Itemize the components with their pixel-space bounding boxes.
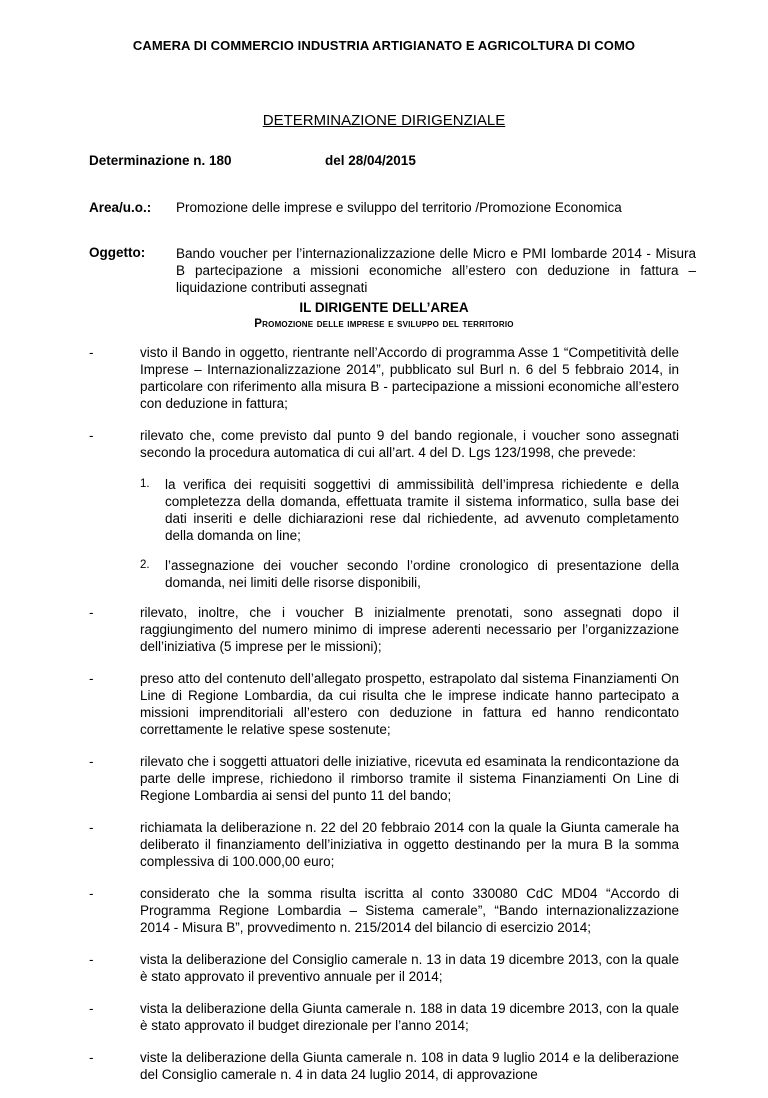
numbered-item-text: la verifica dei requisiti soggettivi di ammissibilità dell’impresa richiedente e della completezza della domanda, effettuata tramite il sistema informatico, sulla base dei dati inseriti e delle dichiarazioni rese dal richiedente, ad avvenuto completamento della domanda on line; [165,477,679,543]
list-item [89,604,679,655]
list-item [89,1049,679,1083]
bullet-dash: - [89,605,94,620]
bullet-dash: - [89,671,94,686]
list-item [89,1000,679,1034]
list-item-text: visto il Bando in oggetto, rientrante nell’Accordo di programma Asse 1 “Competitività delle Imprese – Internazionalizzazione 2014”, pubblicato sul Burl n. 6 del 5 febbraio 2014, in particolare con riferimento alla misura B - partecipazione a missioni economiche all’estero con deduzione in fattura; [140,345,679,411]
list-item-text: vista la deliberazione della Giunta camerale n. 188 in data 19 dicembre 2013, con la quale è stato approvato il budget direzionale per l’anno 2014; [140,1001,679,1033]
list-item-text: vista la deliberazione del Consiglio camerale n. 13 in data 19 dicembre 2013, con la quale è stato approvato il preventivo annuale per il 2014; [140,952,679,984]
list-item [89,951,679,985]
bullet-dash: - [89,886,94,901]
list-item [89,344,679,412]
bullet-dash: - [89,1001,94,1016]
bullet-dash: - [89,754,94,769]
dirigente-title: IL DIRIGENTE DELL’AREA [299,300,469,315]
item-number: 1. [140,478,150,490]
list-item [89,819,679,870]
list-item-text: rilevato, inoltre, che i voucher B inizialmente prenotati, sono assegnati dopo il raggiungimento del numero minimo di imprese aderenti necessario per l’organizzazione dell’iniziativa (5 imprese per le missioni); [140,605,679,654]
bullet-dash: - [89,1050,94,1065]
list-item-text: rilevato che, come previsto dal punto 9 del bando regionale, i voucher sono assegnati secondo la procedura automatica di cui all’art. 4 del D. Lgs 123/1998, che prevede: [140,428,679,460]
subject-value: Bando voucher per l’internazionalizzazione delle Micro e PMI lombarde 2014 - Misura B partecipazione a missioni economiche all’estero con deduzione in fattura – liquidazione contributi assegnati [176,246,696,295]
numbered-item [89,476,679,544]
recitals-list [89,344,679,1098]
determination-number: Determinazione n. 180 [89,153,232,168]
dirigente-subtitle: Promozione delle imprese e sviluppo del territorio [254,318,514,330]
subject-label: Oggetto: [89,245,146,260]
bullet-dash: - [89,952,94,967]
bullet-dash: - [89,345,94,360]
list-item-text: considerato che la somma risulta iscritta al conto 330080 CdC MD04 “Accordo di Programma Regione Lombardia – Sistema camerale”, “Bando internazionalizzazione 2014 - Misura B”, provvedimento n. 215/2014 del bilancio di esercizio 2014; [140,886,679,935]
organization-header: CAMERA DI COMMERCIO INDUSTRIA ARTIGIANATO E AGRICOLTURA DI COMO [132,38,636,53]
list-item-text: rilevato che i soggetti attuatori delle iniziative, ricevuta ed esaminata la rendicontazione da parte delle imprese, richiedono il rimborso tramite il sistema Finanziamenti On Line di Regione Lombardia ai sensi del punto 11 del bando; [140,754,679,803]
list-item [89,885,679,936]
determination-date: del 28/04/2015 [325,153,416,168]
area-value: Promozione delle imprese e sviluppo del territorio /Promozione Economica [176,200,622,215]
list-item-text: preso atto del contenuto dell’allegato prospetto, estrapolato dal sistema Finanziamenti On Line di Regione Lombardia, da cui risulta che le imprese indicate hanno partecipato a missioni imprenditoriali all’estero con deduzione in fattura ed hanno rendicontato correttamente le relative spese sostenute; [140,671,679,737]
document-title: DETERMINAZIONE DIRIGENZIALE [262,112,506,129]
list-item [89,670,679,738]
area-label: Area/u.o.: [89,200,152,215]
numbered-item-text: l’assegnazione dei voucher secondo l’ordine cronologico di presentazione della domanda, nei limiti delle risorse disponibili, [165,558,679,590]
bullet-dash: - [89,428,94,443]
numbered-item [89,557,679,591]
list-item-text: viste la deliberazione della Giunta camerale n. 108 in data 9 luglio 2014 e la deliberazione del Consiglio camerale n. 4 in data 24 luglio 2014, di approvazione [140,1050,679,1082]
list-item [89,427,679,461]
item-number: 2. [140,559,150,571]
list-item-text: richiamata la deliberazione n. 22 del 20 febbraio 2014 con la quale la Giunta camerale ha deliberato il finanziamento dell’iniziativa in oggetto destinando per la mura B la somma complessiva di 100.000,00 euro; [140,820,679,869]
list-item [89,753,679,804]
bullet-dash: - [89,820,94,835]
